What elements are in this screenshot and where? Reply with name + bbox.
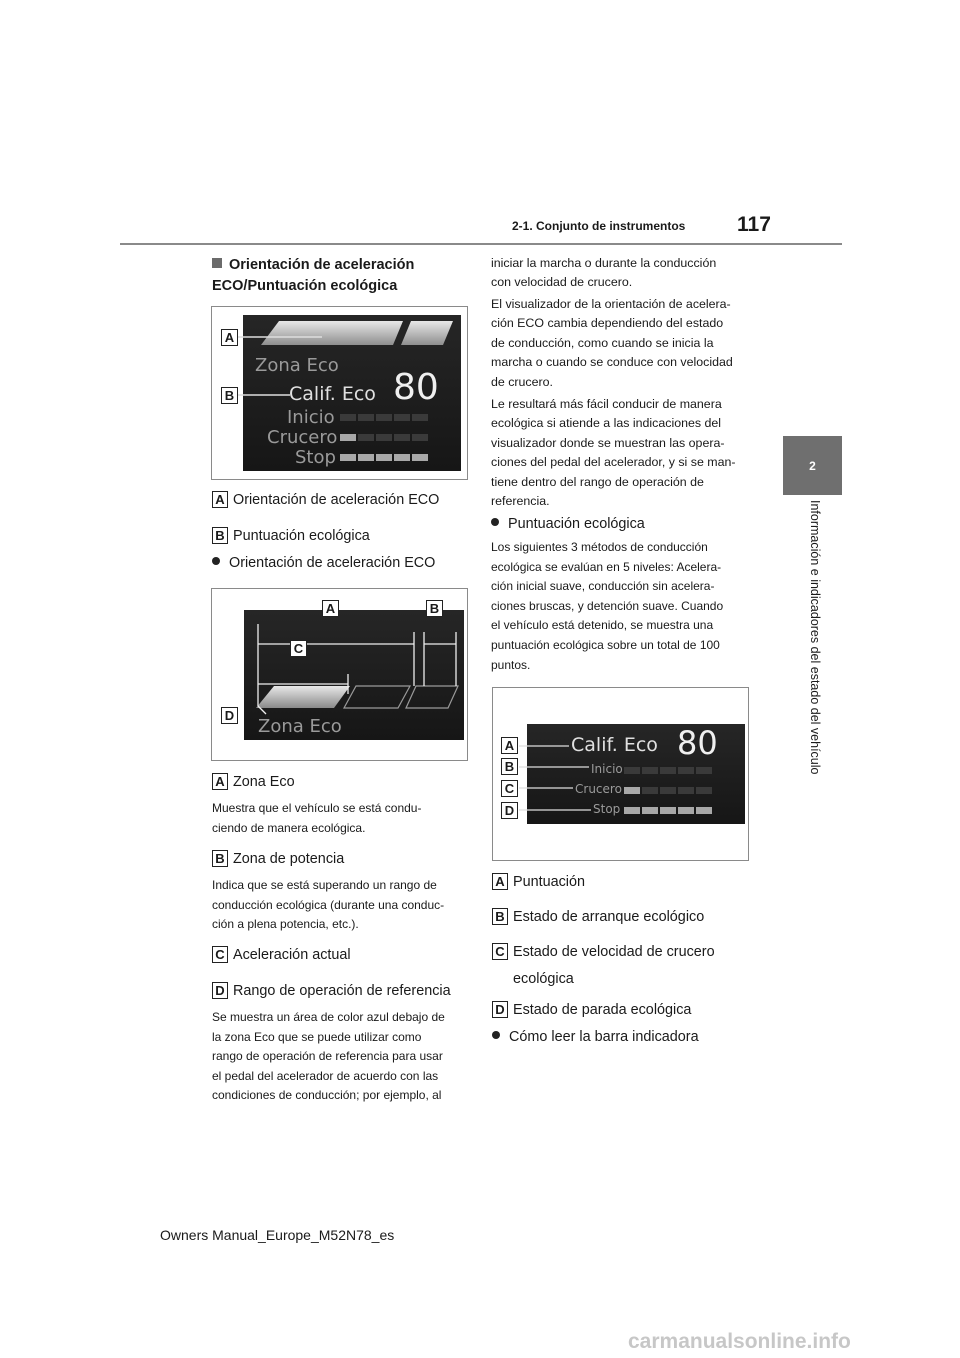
header-divider	[120, 243, 842, 245]
text-line: ción inicial suave, conducción sin acelera-	[491, 579, 715, 594]
figure1-leaders	[212, 307, 469, 481]
eco-zone-outline	[344, 686, 410, 708]
legend3-c-cont	[513, 971, 574, 987]
text-line: tiene dentro del rango de operación de	[491, 474, 704, 489]
legend-text: Zona Eco	[233, 773, 295, 790]
legend-key: A	[492, 873, 508, 890]
legend2-a	[212, 773, 295, 790]
figure-label-b: B	[221, 387, 238, 404]
desc-line: conducción ecológica (durante una conduc-	[212, 897, 445, 912]
figure-eco-guidance	[211, 306, 468, 480]
figure-label-a: A	[322, 600, 339, 617]
bullet-text: Cómo leer la barra indicadora	[509, 1029, 699, 1045]
square-bullet-icon	[212, 258, 222, 268]
legend-text: Aceleración actual	[233, 946, 351, 963]
desc-line: la zona Eco que se puede utilizar como	[212, 1029, 422, 1044]
text-line: ecológica si atiende a las indicaciones del	[491, 416, 722, 431]
row-inicio: Inicio	[591, 762, 623, 776]
text-line: ciones del pedal del acelerador, y si se man-	[491, 455, 736, 470]
text-line: de conducción, como cuando se inicia la	[491, 335, 714, 350]
figure3-leaders	[493, 688, 750, 862]
desc-line: el pedal del acelerador de acuerdo con las	[212, 1068, 439, 1083]
text-line: marcha o cuando se conduce con velocidad	[491, 355, 733, 370]
figure-label-a: A	[221, 329, 238, 346]
desc-line: condiciones de conducción; por ejemplo, al	[212, 1088, 442, 1103]
zone-eco-label: Zona Eco	[258, 716, 342, 737]
current-accel-bar	[256, 686, 350, 708]
figure-label-a: A	[501, 737, 518, 754]
legend2-d	[212, 982, 451, 999]
text-line: Los siguientes 3 métodos de conducción	[491, 540, 708, 554]
figure-label-b: B	[501, 758, 518, 775]
text-line: Le resultará más fácil conducir de manera	[491, 397, 722, 411]
chapter-tab: 2	[783, 436, 842, 495]
bullet-eco-guidance	[212, 555, 435, 571]
row-crucero: Crucero	[267, 427, 338, 448]
figure-eco-score	[492, 687, 749, 861]
section-title: 2-1. Conjunto de instrumentos	[512, 219, 686, 233]
legend-text: Estado de velocidad de crucero	[513, 943, 715, 960]
legend-text: Puntuación	[513, 873, 586, 890]
figure-label-c: C	[501, 780, 518, 797]
power-zone-outline	[406, 686, 458, 708]
zone-eco-label: Zona Eco	[255, 355, 339, 376]
eco-score: 80	[677, 724, 718, 762]
desc-line: Muestra que el vehículo se está condu-	[212, 801, 422, 815]
row-stop: Stop	[295, 447, 336, 468]
legend-key: D	[492, 1001, 508, 1018]
desc-line: ciendo de manera ecológica.	[212, 820, 366, 835]
bullet-dot-icon	[491, 518, 499, 526]
row-crucero: Crucero	[575, 782, 622, 796]
legend-key: B	[212, 527, 228, 544]
legend-text: Orientación de aceleración ECO	[233, 491, 440, 508]
figure-label-b: B	[426, 600, 443, 617]
legend3-b	[492, 908, 704, 925]
bullet-read-indicator	[492, 1029, 699, 1045]
figure-label-c: C	[290, 640, 307, 657]
footer-doc-id: Owners Manual_Europe_M52N78_es	[160, 1227, 395, 1243]
eco-score: 80	[393, 367, 439, 408]
calif-eco-label: Calif. Eco	[571, 734, 658, 756]
legend2-d-desc	[212, 1008, 445, 1106]
paragraph-easier-driving	[491, 395, 736, 511]
text-line: con velocidad de crucero.	[491, 275, 633, 290]
legend-key: A	[212, 773, 228, 790]
legend1-b	[212, 527, 370, 544]
text-line: de crucero.	[491, 374, 553, 389]
row-inicio: Inicio	[287, 407, 335, 428]
desc-line: ción a plena potencia, etc.).	[212, 917, 359, 932]
legend-key: A	[212, 491, 228, 508]
desc-line: Se muestra un área de color azul debajo de	[212, 1010, 445, 1024]
display-screen	[244, 610, 464, 740]
figure-label-d: D	[221, 707, 238, 724]
watermark: carmanualsonline.info	[628, 1330, 851, 1353]
legend-key: B	[492, 908, 508, 925]
legend-key: B	[212, 850, 228, 867]
legend2-a-desc	[212, 799, 421, 838]
paragraph-continued	[491, 254, 716, 293]
legend-text: Estado de parada ecológica	[513, 1001, 692, 1018]
paragraph-display-changes	[491, 295, 733, 392]
row-stop: Stop	[593, 802, 621, 816]
bullet-text: Puntuación ecológica	[508, 516, 645, 532]
text-line: referencia.	[491, 494, 550, 509]
legend-text: Rango de operación de referencia	[233, 982, 451, 999]
legend-text: Zona de potencia	[233, 850, 345, 867]
legend-text: ecológica	[513, 971, 574, 987]
figure-label-d: D	[501, 802, 518, 819]
legend2-b	[212, 850, 344, 867]
text-line: puntuación ecológica sobre un total de 100	[491, 637, 720, 652]
section-heading	[212, 255, 462, 297]
desc-line: rango de operación de referencia para usar	[212, 1049, 443, 1064]
text-line: visualizador donde se muestran las opera-	[491, 435, 725, 450]
legend3-c	[492, 943, 715, 960]
bullet-dot-icon	[492, 1031, 500, 1039]
text-line: ción ECO cambia dependiendo del estado	[491, 316, 724, 331]
paragraph-score-methods	[491, 538, 723, 675]
text-line: el vehículo está detenido, se muestra una	[491, 618, 714, 633]
legend3-a	[492, 873, 585, 890]
chapter-title-vertical: Información e indicadores del estado del vehículo	[808, 500, 822, 775]
text-line: ecológica se evalúan en 5 niveles: Acelera-	[491, 559, 722, 574]
calif-eco-label: Calif. Eco	[289, 383, 376, 405]
heading-text: Orientación de aceleración ECO/Puntuación ecológica	[212, 257, 415, 294]
legend2-b-desc	[212, 876, 444, 935]
text-line: El visualizador de la orientación de acelera-	[491, 297, 731, 311]
text-line: puntos.	[491, 657, 531, 672]
bullet-dot-icon	[212, 557, 220, 565]
legend2-c	[212, 946, 351, 963]
legend3-d	[492, 1001, 691, 1018]
legend-key: C	[492, 943, 508, 960]
legend-key: C	[212, 946, 228, 963]
bullet-text: Orientación de aceleración ECO	[229, 555, 436, 571]
legend1-a	[212, 491, 439, 508]
desc-line: Indica que se está superando un rango de	[212, 878, 437, 892]
legend-text: Estado de arranque ecológico	[513, 908, 705, 925]
figure-eco-zone	[211, 588, 468, 761]
page-number: 117	[737, 213, 771, 236]
legend-text: Puntuación ecológica	[233, 527, 370, 544]
legend-key: D	[212, 982, 228, 999]
text-line: iniciar la marcha o durante la conducción	[491, 256, 717, 270]
text-line: ciones bruscas, y detención suave. Cuando	[491, 598, 724, 613]
bullet-eco-score	[491, 516, 645, 532]
